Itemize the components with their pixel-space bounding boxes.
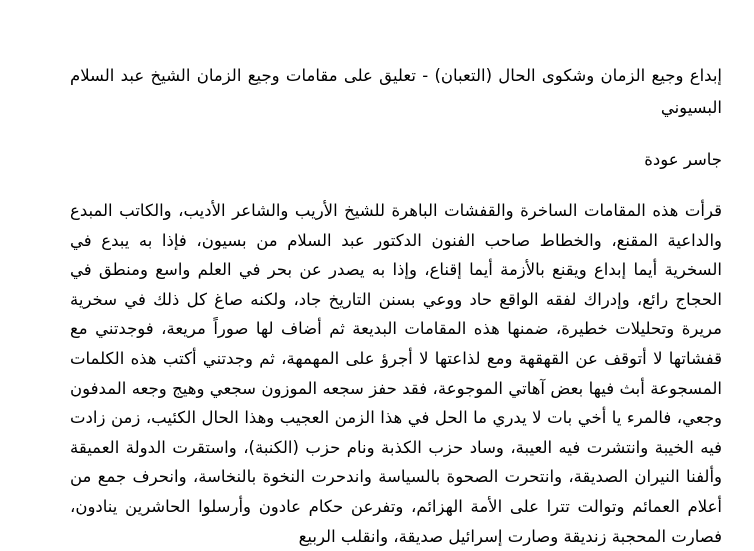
article-title: إبداع وجيع الزمان وشكوى الحال (التعبان) - تعليق على مقامات وجيع الزمان الشيخ عبد السلام البسيوني [70, 66, 722, 117]
article [70, 60, 722, 551]
article-body: قرأت هذه المقامات الساخرة والقفشات الباهرة للشيخ الأريب والشاعر الأديب، والكاتب المبدع والداعية المقنع، والخطاط صاحب الفنون الدكتور عبد السلام من بسيون، فإذا به يبدع في السخرية أيما إبداع ويقنع بالأزمة أيما إقناع، وإذا به يصدر عن بحر في العلم واسع ومنطق في الحجاج رائع، وإدراك لفقه الواقع حاد ووعي بسنن التاريخ جاد، ولكنه صاغ كل ذلك في سخرية مريرة وتحليلات خطيرة، ضمنها هذه المقامات البديعة ثم أضاف لها صوراً مريعة، فوجدتني مع قفشاتها لا أتوقف عن القهقهة ومع لذاعتها لا أجرؤ على المهمهة، ثم وجدتني أكتب هذه الكلمات المسجوعة أبث فيها بعض آهاتي الموجوعة، فقد حفز سجعه الموزون سجعي وهيج وجعه المدفون وجعي، فالمرء يا أخي بات لا يدري ما الحل في هذا الزمن العجيب وهذا الحال الكئيب، زمن زادت فيه الخيبة وانتشرت فيه العيبة، وساد حزب الكذبة ونام حزب (الكنبة)، واستقرت الدولة العميقة وألفنا النيران الصديقة، وانتحرت الصحوة بالسياسة واندحرت النخوة بالنخاسة، وانحرف جمع من أعلام العمائم وتوالت تترا على الأمة الهزائم، وتفرعن حكام عادون وأرسلوا الحاشرين ينادون، فصارت المحجبة زنديقة وصارت إسرائيل صديقة، وانقلب الربيع [70, 201, 722, 546]
article-author: جاسر عودة [644, 150, 722, 169]
